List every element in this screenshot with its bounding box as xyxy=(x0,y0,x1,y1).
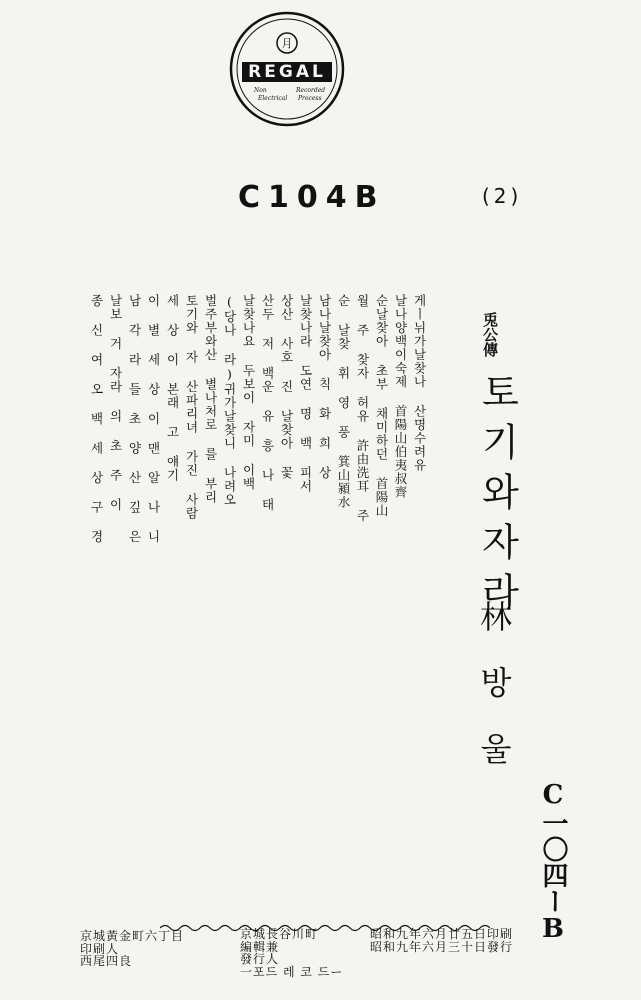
lyric-line: 남 각 라 들 초 양 산 깊 은 xyxy=(127,294,142,544)
svg-text:月: 月 xyxy=(281,37,293,50)
lyric-line: (당나 라)귀가날찾니 나려오 xyxy=(222,294,237,507)
colophon-publisher xyxy=(240,928,343,988)
song-title: 토기와자라 xyxy=(475,372,519,622)
lyric-line: 토기와 자 산파리녀 가진 사람 xyxy=(184,294,199,520)
lyric-line: 날나양백이숙제 首陽山伯夷叔齊 xyxy=(393,294,408,499)
lyric-line: 순 날찾 휘 영 풍 箕山潁水 xyxy=(336,294,351,509)
lyric-line: 날찾나라 도연 명 백 피서 xyxy=(298,294,313,493)
svg-text:Non: Non xyxy=(254,87,267,94)
lyric-line: 벌주부와산 별나처로 를 부리 xyxy=(203,294,218,504)
printer-label: 印刷人 xyxy=(80,941,120,956)
lyric-line: 상산 사호 진 날찾아 꽃 xyxy=(279,294,294,480)
publish-date: 昭和九年六月三十日發行 xyxy=(370,939,514,954)
lyric-line: 순날찾아 초부 채미하던 首陽山 xyxy=(374,294,389,518)
printer-address: 京城黃金町六丁目 xyxy=(80,929,185,943)
lyric-line: 게ㅣ뉘가날찾나 산명수려유 xyxy=(412,294,427,472)
lyric-line: 종 신 여 오 백 세 상 구 경 xyxy=(89,294,104,544)
svg-text:Process: Process xyxy=(298,95,322,102)
lyric-line: 남나날찾아 칙 화 희 상 xyxy=(317,294,332,480)
colophon-printer xyxy=(80,930,184,990)
editor-label: 編輯兼 xyxy=(240,939,280,954)
page-number: (2) xyxy=(482,184,523,208)
lyric-line: 날찾나요 두보이 자미 이백 xyxy=(241,294,256,491)
lyric-line: 월 주 찾자 허유 許由洗耳 주 xyxy=(355,294,370,523)
performer-name: 林방울 xyxy=(475,600,513,798)
svg-text:Recorded: Recorded xyxy=(296,87,326,94)
publisher-label: 發行人 xyxy=(240,952,280,967)
publisher-name: 一포드 레 코 드ー xyxy=(240,964,344,979)
catalog-number: C104B xyxy=(238,180,386,215)
lyric-line: 날보 거 자라 의 초 주 이 xyxy=(108,294,123,512)
printer-name: 西尾四良 xyxy=(80,954,133,969)
lyrics-body xyxy=(68,262,448,874)
colophon-dates xyxy=(370,928,513,988)
regal-logo xyxy=(228,10,346,128)
lyric-line: 이 별 세 상 이 맨 알 나 니 xyxy=(146,294,161,544)
svg-text:REGAL: REGAL xyxy=(248,62,326,82)
side-catalog-number: C一〇四ーB xyxy=(538,780,568,944)
lyric-line: 산두 저 백운 유 흥 나 태 xyxy=(260,294,275,512)
print-date: 昭和九年六月廿五日印刷 xyxy=(370,927,514,941)
publisher-address: 京城長谷川町 xyxy=(240,927,319,941)
lyric-line: 세 상 이 본래 고 얘기 xyxy=(165,294,180,482)
svg-text:Electrical: Electrical xyxy=(258,95,288,102)
regal-seal-icon xyxy=(228,10,346,128)
title-prefix: 兎公傳 xyxy=(481,312,499,357)
